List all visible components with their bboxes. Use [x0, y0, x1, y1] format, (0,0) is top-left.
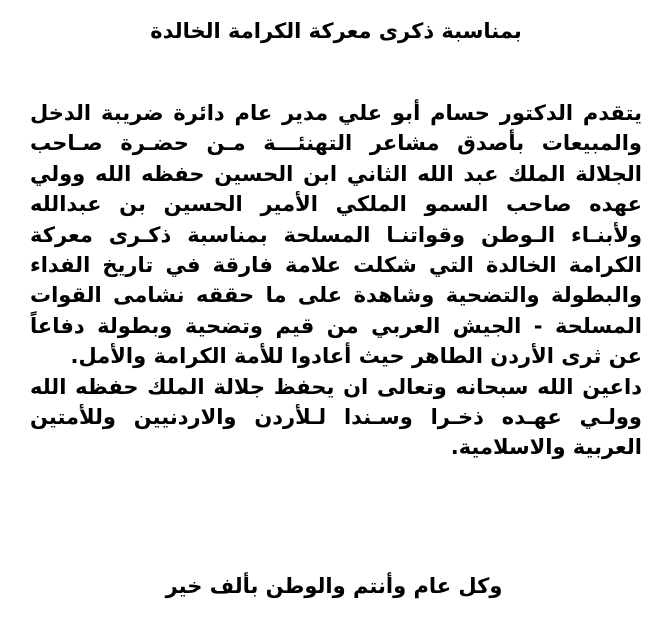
body-line: ولأبنـاء الـوطن وقواتنـا المسلحة بمناسبة ذكـرى معركة	[30, 222, 642, 247]
body-line: العربية والاسلامية.	[450, 435, 642, 460]
letter-body	[30, 98, 642, 463]
body-line: عهده صاحب السمو الملكي الأمير الحسين بن عبدالله	[30, 192, 642, 217]
body-line: يتقدم الدكتور حسام أبو علي مدير عام دائرة ضريبة الدخل	[30, 101, 642, 125]
page-title: بمناسبة ذكرى معركة الكرامة الخالدة	[150, 19, 522, 43]
body-line: داعين الله سبحانه وتعالى ان يحفظ جلالة الملك حفظه الله	[30, 374, 642, 399]
body-line: والبطولة والتضحية وشاهدة على ما حققه نشامى القوات	[30, 283, 642, 308]
closing-line: وكل عام وأنتم والوطن بألف خير	[165, 574, 503, 598]
body-line: عن ثرى الأردن الطاهر حيث أعادوا للأمة الكرامة والأمل.	[70, 344, 642, 369]
body-line: المسلحة - الجيش العربي من قيم وتضحية وبطولة دفاعاً	[30, 313, 642, 338]
body-line: وولـي عهـده ذخـرا وسـندا لـلأردن والاردنيين وللأمتين	[30, 404, 642, 429]
body-line: والمبيعات بأصدق مشاعر التهنئـــة مـن حضـرة صـاحب	[30, 131, 642, 156]
body-line: الجلالة الملك عبد الله الثاني ابن الحسين حفظه الله وولي	[30, 161, 642, 186]
body-line: الكرامة الخالدة التي شكلت علامة فارقة في تاريخ الفداء	[30, 252, 642, 277]
